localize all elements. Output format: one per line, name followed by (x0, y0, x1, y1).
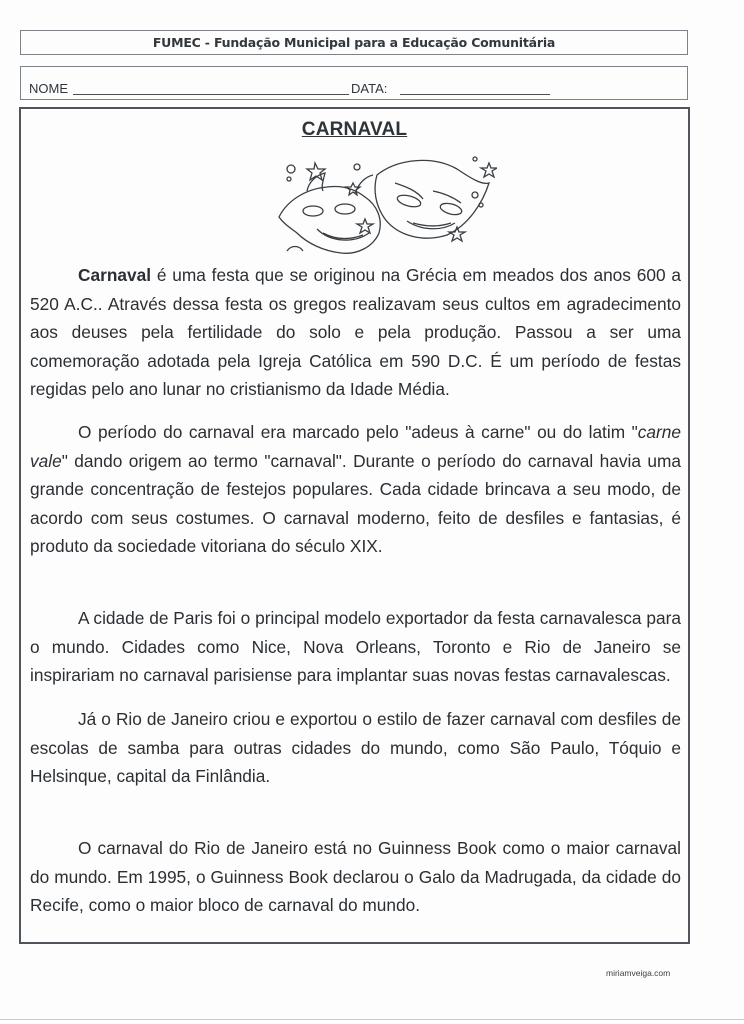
paragraph-5: O carnaval do Rio de Janeiro está no Guinness Book como o maior carnaval do mundo. Em 1995, o Guinness Book declarou o Galo da Madrugada, da cidade do Recife, como o maior bloco de carnaval do mundo. (30, 838, 681, 915)
paragraph-lead: Carnaval (78, 265, 152, 285)
student-info-box (20, 66, 688, 100)
paragraph-3: A cidade de Paris foi o principal modelo exportador da festa carnavalesca para o mundo. Cidades como Nice, Nova Orleans, Toronto e Rio de Janeiro se inspirariam no carnaval parisiense para implantar suas novas festas carnavalescas. (30, 608, 681, 685)
footer-credit: miriamveiga.com (606, 968, 671, 978)
institution-title: FUMEC - Fundação Municipal para a Educação Comunitária (152, 35, 556, 50)
paragraph-2: O período do carnaval era marcado pelo "adeus à carne" ou do latim "carne vale" dando origem ao termo "carnaval". Durante o período do carnaval havia uma grande concentração de festejos populares. Cada cidade brincava a seu modo, de acordo com seus costumes. O carnaval moderno, feito de desfiles e fantasias, é produto da sociedade vitoriana do século XIX. (30, 422, 681, 556)
carnival-masks-icon (257, 147, 497, 257)
date-label: DATA: (351, 81, 388, 96)
latin-term: carne vale (30, 422, 681, 471)
content-box (19, 107, 690, 944)
date-field[interactable] (400, 94, 550, 95)
institution-header (20, 30, 688, 55)
name-field[interactable] (73, 94, 349, 95)
page-edge-divider (0, 1019, 744, 1020)
paragraph-1: Carnaval é uma festa que se originou na Grécia em meados dos anos 600 a 520 A.C.. Através dessa festa os gregos realizavam seus cultos em agradecimento aos deuses pela fertilidade do solo e pela produção. Passou a ser uma comemoração adotada pela Igreja Católica em 590 D.C. É um período de festas regidas pelo ano lunar no cristianismo da Idade Média. (30, 265, 681, 399)
paragraph-4: Já o Rio de Janeiro criou e exportou o estilo de fazer carnaval com desfiles de escolas de samba para outras cidades do mundo, como São Paulo, Tóquio e Helsinque, capital da Finlândia. (30, 709, 681, 786)
page-title: CARNAVAL (301, 119, 408, 140)
name-label: NOME (29, 81, 68, 96)
